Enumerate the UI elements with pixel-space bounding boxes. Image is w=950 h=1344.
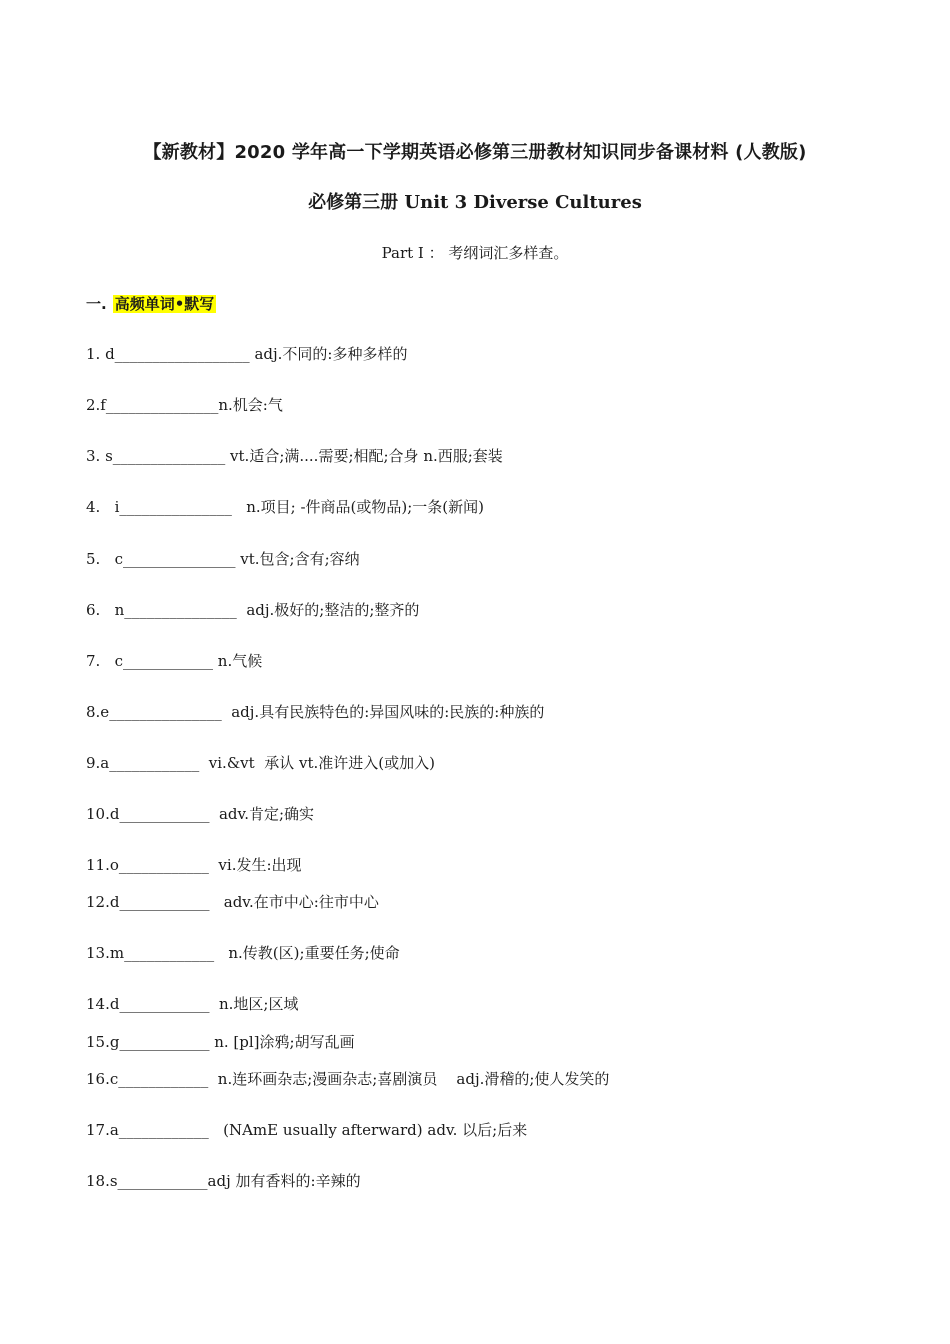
vocab-item-3: 3. s_______________ vt.适合;满....需要;相配;合身 n.西服;套装 [86, 447, 503, 465]
document-title: 【新教材】2020 学年高一下学期英语必修第三册教材知识同步备课材料 (人教版) [143, 142, 807, 163]
vocab-item-17: 17.a____________ (NAmE usually afterward) adv. 以后;后来 [86, 1121, 528, 1139]
section-label-highlighted: 高频单词•默写 [114, 295, 215, 313]
section-number: 一. [86, 295, 107, 313]
vocab-item-7: 7. c____________ n.气候 [86, 652, 263, 670]
vocab-item-1: 1. d__________________ adj.不同的:多种多样的 [86, 345, 408, 363]
vocab-item-16: 16.c____________ n.连环画杂志;漫画杂志;喜剧演员 adj.滑稽的;使人发笑的 [86, 1070, 610, 1088]
vocab-item-10: 10.d____________ adv.肯定;确实 [86, 805, 315, 823]
vocab-item-14: 14.d____________ n.地区;区域 [86, 995, 299, 1013]
vocab-item-18: 18.s____________adj 加有香料的:辛辣的 [86, 1172, 361, 1190]
vocab-item-15: 15.g____________ n. [pl]涂鸦;胡写乱画 [86, 1033, 355, 1051]
vocab-item-9: 9.a____________ vi.&vt 承认 vt.准许进入(或加入) [86, 754, 435, 772]
unit-subtitle: 必修第三册 Unit 3 Diverse Cultures [308, 192, 642, 213]
vocab-item-13: 13.m____________ n.传教(区);重要任务;使命 [86, 944, 400, 962]
vocab-item-2: 2.f_______________n.机会:气 [86, 396, 283, 414]
part-heading: Part I ： 考纲词汇多样查。 [381, 244, 569, 262]
vocab-item-4: 4. i_______________ n.项目; -件商品(或物品);一条(新闻) [86, 498, 484, 516]
vocab-item-5: 5. c_______________ vt.包含;含有;容纳 [86, 550, 360, 568]
vocab-item-8: 8.e_______________ adj.具有民族特色的:异国风味的:民族的:种族的 [86, 703, 545, 721]
vocab-item-12: 12.d____________ adv.在市中心:往市中心 [86, 893, 379, 911]
vocab-item-6: 6. n_______________ adj.极好的;整洁的;整齐的 [86, 601, 420, 619]
vocab-item-11: 11.o____________ vi.发生:出现 [86, 856, 302, 874]
section-heading [86, 293, 216, 314]
